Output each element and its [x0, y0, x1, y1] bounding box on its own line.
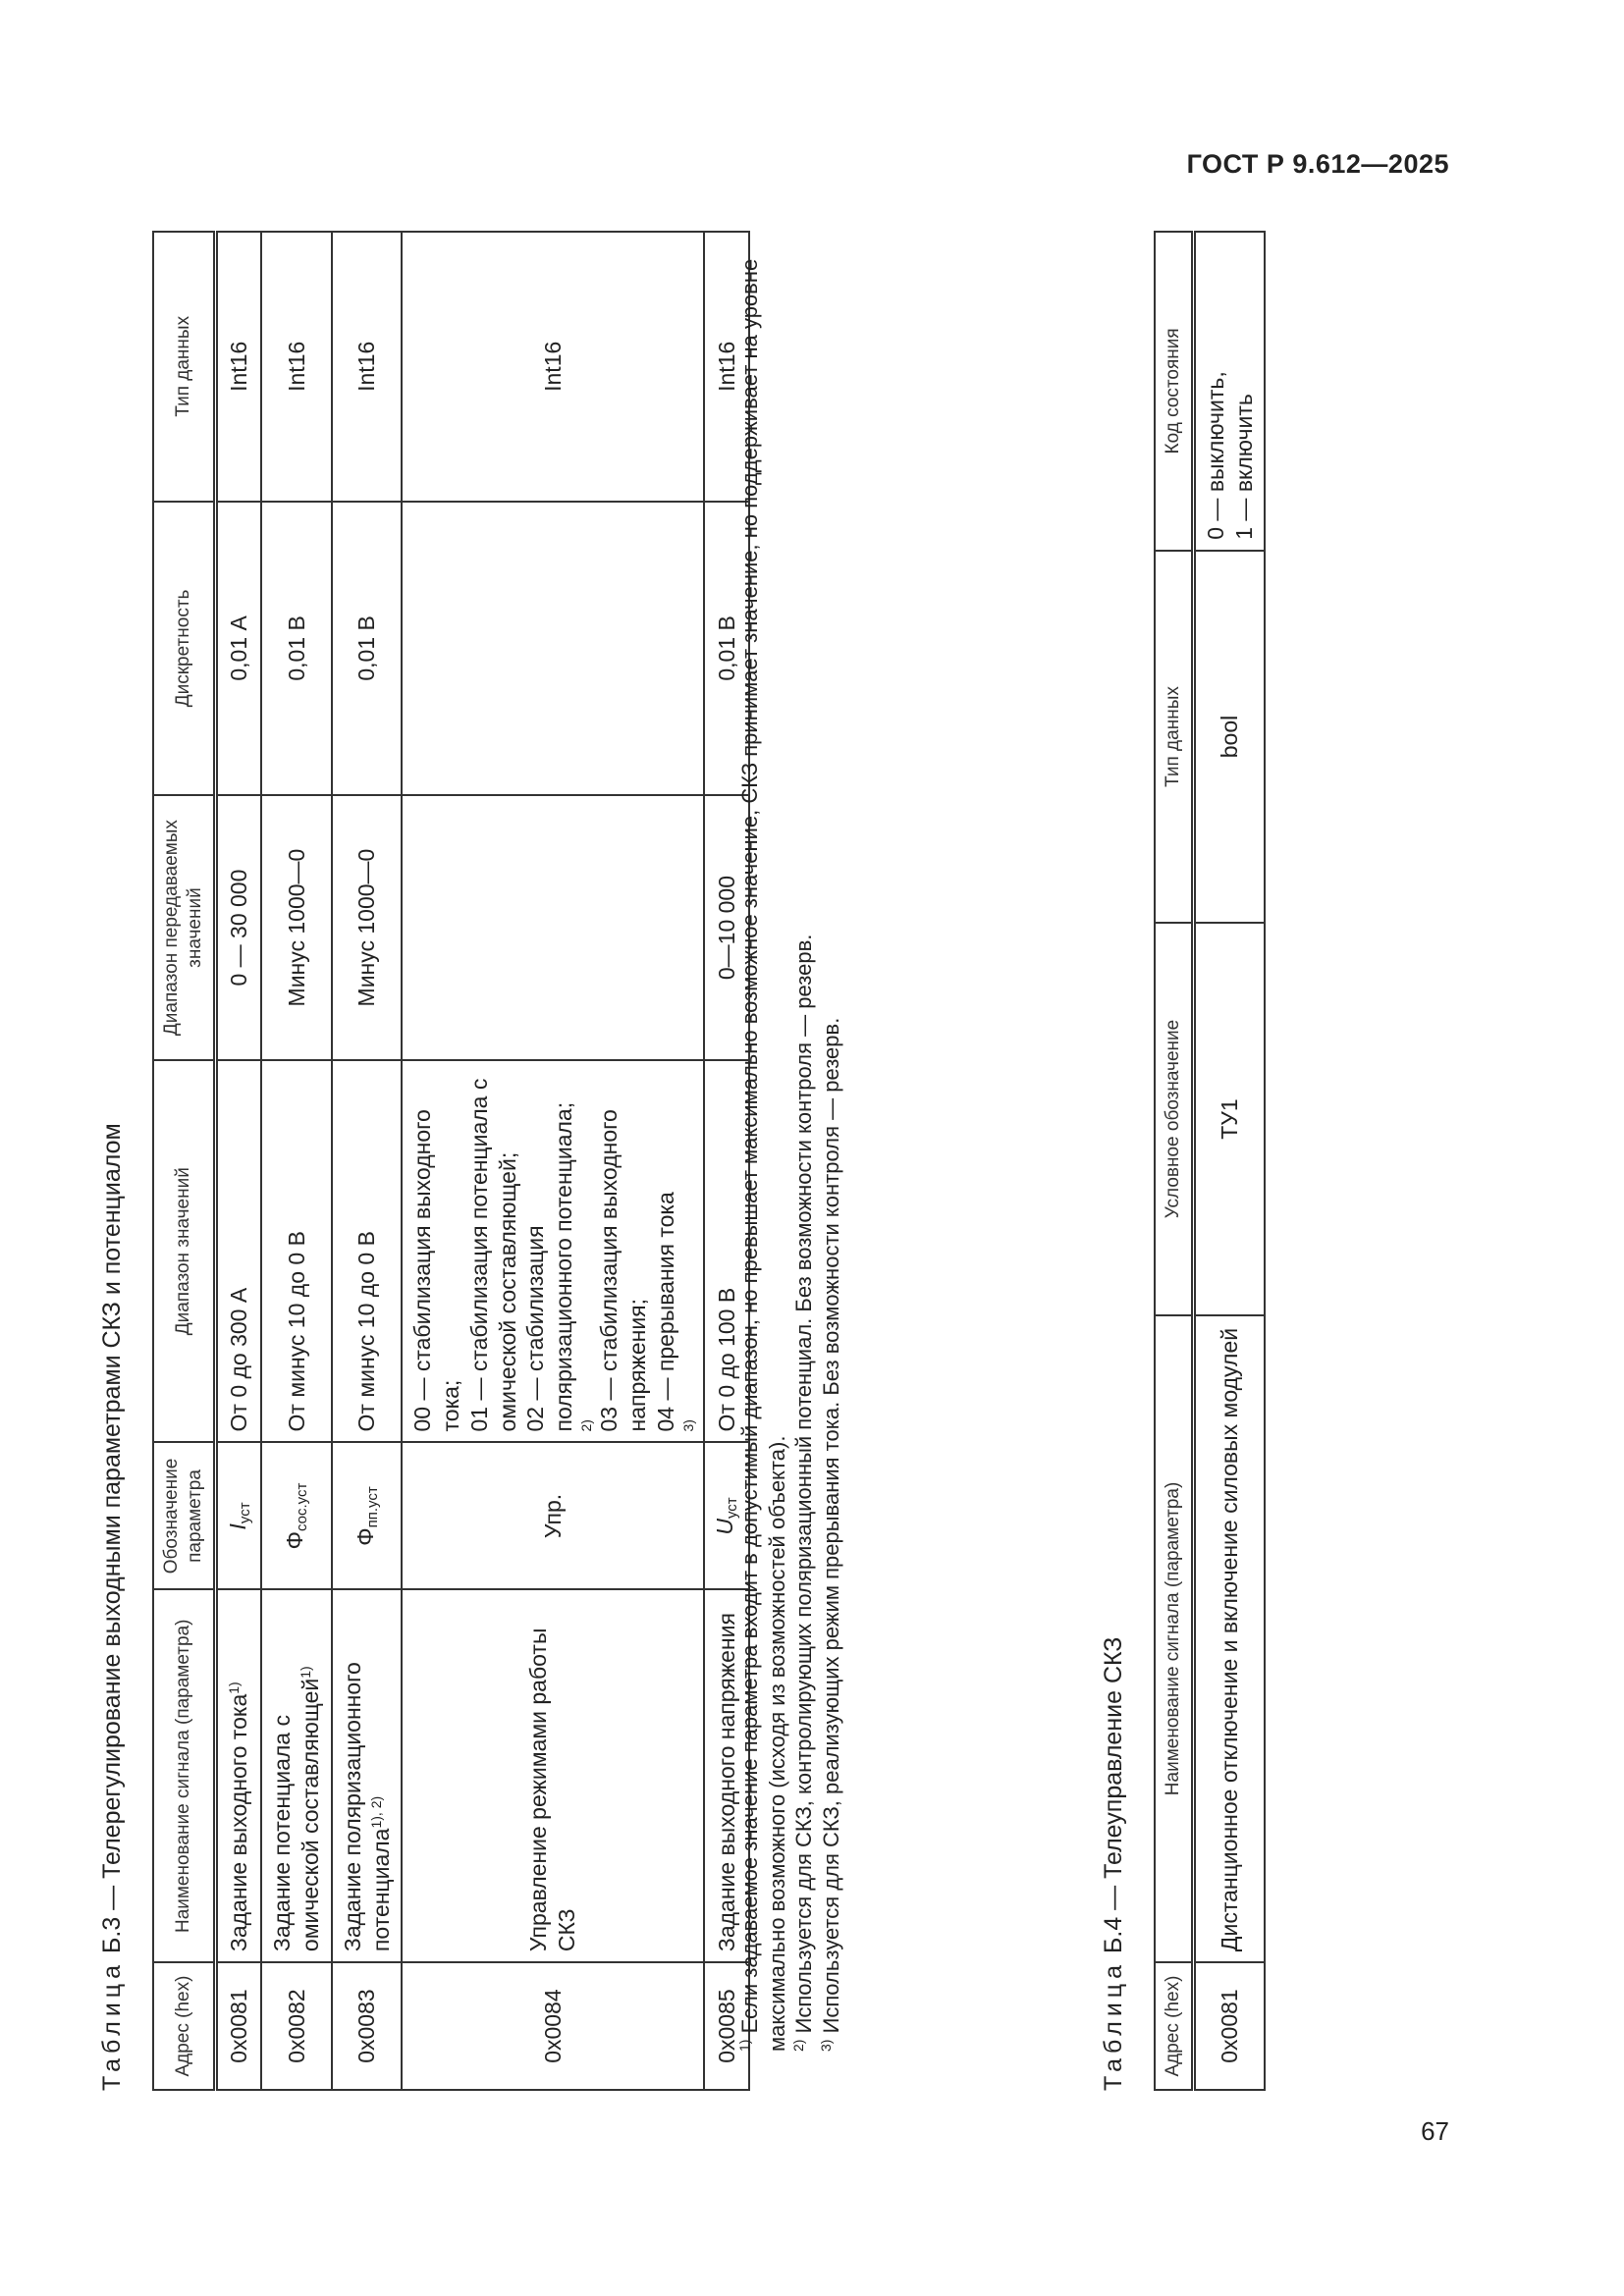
- cell-designation: ТУ1: [1193, 923, 1265, 1315]
- cell-state-code: 0 — выключить, 1 — включить: [1193, 232, 1265, 551]
- rotated-content: [98, 29, 1276, 2091]
- table-b3: [152, 231, 750, 2091]
- cell-address: 0x0084: [402, 1962, 704, 2090]
- table-row: [402, 232, 704, 2090]
- cell-discreteness: 0,01 В: [332, 502, 403, 796]
- cell-transmitted: 0 — 30 000: [215, 795, 261, 1060]
- cell-name: Задание поляризационного потенциала$^{1), 2)}$: [332, 1589, 403, 1962]
- cell-discreteness: 0,01 А: [215, 502, 261, 796]
- cell-address: 0x0081: [1193, 1962, 1265, 2090]
- cell-transmitted: Минус 1000—0: [332, 795, 403, 1060]
- cell-datatype: Int16: [261, 232, 332, 502]
- footnote-1: $^{1)}$ Если задаваемое значение параметра входит в допустимый диапазон, но превышает максимально возможное значение, СКЗ принимает значение, но поддерживает на уровне максимально возможного (исходя из возможностей объекта).: [736, 258, 789, 2052]
- cell-range: От минус 10 до 0 В: [332, 1060, 403, 1443]
- header-designation: Обозначение параметра: [153, 1443, 215, 1590]
- mode-item: 03 — стабилизация выходного напряжения;: [596, 1109, 650, 1432]
- cell-designation: $\Phi_{сос.уст}$: [261, 1443, 332, 1590]
- document-header: ГОСТ Р 9.612—2025: [1186, 149, 1449, 179]
- table-b3-header-row: [153, 232, 215, 2090]
- cell-range: От минус 10 до 0 В: [261, 1060, 332, 1443]
- cell-name: Дистанционное отключение и включение силовых модулей: [1193, 1315, 1265, 1962]
- cell-discreteness: 0,01 В: [704, 502, 749, 796]
- header-address: Адрес (hex): [153, 1962, 215, 2090]
- cell-address: 0x0082: [261, 1962, 332, 2090]
- cell-address: 0x0081: [215, 1962, 261, 2090]
- page-number: 67: [1421, 2116, 1449, 2146]
- cell-transmitted: Минус 1000—0: [261, 795, 332, 1060]
- cell-transmitted: 0—10 000: [704, 795, 749, 1060]
- table-b4-caption: Таблица Б.4 — Телеуправление СКЗ: [1100, 1636, 1127, 2091]
- header-discreteness: Дискретность: [153, 502, 215, 796]
- table-b4-header-row: [1155, 232, 1193, 2090]
- header-name: Наименование сигнала (параметра): [153, 1589, 215, 1962]
- cell-name: Задание выходного напряжения: [704, 1589, 749, 1962]
- table-row: [332, 232, 403, 2090]
- cell-datatype: Int16: [402, 232, 704, 502]
- cell-range-modes: [402, 1060, 704, 1443]
- cell-address: 0x0083: [332, 1962, 403, 2090]
- header-transmitted: Диапазон передаваемых значений: [153, 795, 215, 1060]
- mode-item: 02 — стабилизация поляризационного потенциала; 2): [522, 1101, 594, 1432]
- cell-name: Управление режимами работы СКЗ: [402, 1589, 704, 1962]
- cell-discreteness: 0,01 В: [261, 502, 332, 796]
- table-b3-footnotes: [736, 236, 844, 2081]
- cell-transmitted: [402, 795, 704, 1060]
- cell-name: Задание выходного тока$^{1)}$: [215, 1589, 261, 1962]
- cell-datatype: Int16: [704, 232, 749, 502]
- table-b3-caption: Таблица Б.3 — Телерегулирование выходными параметрами СКЗ и потенциалом: [98, 1123, 126, 2091]
- cell-discreteness: [402, 502, 704, 796]
- cell-designation: $I_{уст}$: [215, 1443, 261, 1590]
- cell-datatype: bool: [1193, 551, 1265, 924]
- header-address: Адрес (hex): [1155, 1962, 1193, 2090]
- cell-range: От 0 до 100 В: [704, 1060, 749, 1443]
- header-name: Наименование сигнала (параметра): [1155, 1315, 1193, 1962]
- mode-item: 00 — стабилизация выходного тока;: [409, 1109, 463, 1432]
- header-datatype: Тип данных: [1155, 551, 1193, 924]
- cell-range: От 0 до 300 А: [215, 1060, 261, 1443]
- cell-designation: $\Phi_{пп.уст}$: [332, 1443, 403, 1590]
- table-row: [1193, 232, 1265, 2090]
- cell-datatype: Int16: [215, 232, 261, 502]
- cell-name: Задание потенциала с омической составляющей$^{1)}$: [261, 1589, 332, 1962]
- cell-designation: Упр.: [402, 1443, 704, 1590]
- header-datatype: Тип данных: [153, 232, 215, 502]
- table-row: [215, 232, 261, 2090]
- footnote-3: $^{3)}$ Используется для СКЗ, реализующих режим прерывания тока. Без возможности контроля — резерв.: [817, 1017, 843, 2052]
- table-row: [261, 232, 332, 2090]
- cell-address: 0x0085: [704, 1962, 749, 2090]
- mode-item: 01 — стабилизация потенциала с омической составляющей;: [465, 1078, 520, 1432]
- header-designation: Условное обозначение: [1155, 923, 1193, 1315]
- header-state-code: Код состояния: [1155, 232, 1193, 551]
- cell-designation: $U_{уст}$: [704, 1443, 749, 1590]
- table-b4: [1154, 231, 1266, 2091]
- cell-datatype: Int16: [332, 232, 403, 502]
- mode-item: 04 — прерывания тока 3): [652, 1192, 696, 1432]
- header-range: Диапазон значений: [153, 1060, 215, 1443]
- footnote-2: $^{2)}$ Используется для СКЗ, контролирующих поляризационный потенциал. Без возможности контроля — резерв.: [790, 934, 816, 2052]
